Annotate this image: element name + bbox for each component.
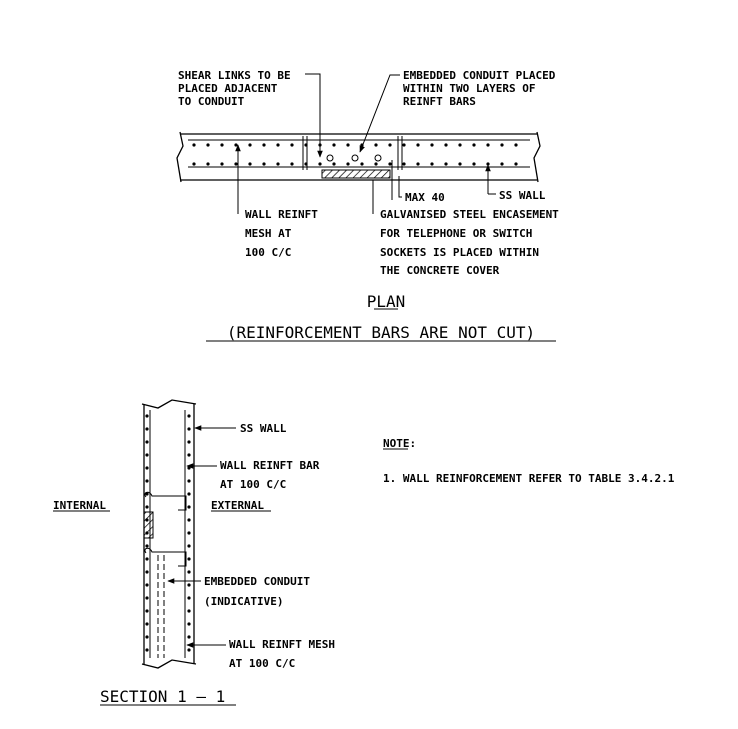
section-conduit-label-2: (INDICATIVE): [204, 595, 284, 608]
plan-rebar-dot: [332, 162, 335, 165]
section-rebar-dot: [145, 453, 148, 456]
plan-rebar-dot: [304, 143, 307, 146]
section-rebar-dot: [145, 479, 148, 482]
plan-rebar-dot: [262, 162, 265, 165]
section-rebar-dot: [145, 648, 148, 651]
section-rebar-dot: [187, 453, 190, 456]
plan-shear-links-label-1: SHEAR LINKS TO BE: [178, 69, 291, 82]
note-item-1: 1. WALL REINFORCEMENT REFER TO TABLE 3.4.2.1: [383, 472, 675, 485]
plan-rebar-dot: [346, 143, 349, 146]
section-rebar-dot: [145, 492, 148, 495]
plan-rebar-dot: [402, 143, 405, 146]
plan-rebar-dot: [192, 162, 195, 165]
plan-rebar-dot: [430, 162, 433, 165]
section-title: SECTION 1 — 1: [100, 687, 226, 706]
plan-rebar-dot: [374, 162, 377, 165]
plan-rebar-dot: [234, 162, 237, 165]
plan-shear-links-label-3: TO CONDUIT: [178, 95, 245, 108]
section-mesh-label-1: WALL REINFT MESH: [229, 638, 335, 651]
plan-rebar-dot: [276, 162, 279, 165]
section-rebar-dot: [187, 466, 190, 469]
section-reinft-bar-label-1: WALL REINFT BAR: [220, 459, 320, 472]
plan-rebar-dot: [234, 143, 237, 146]
plan-rebar-dot: [248, 143, 251, 146]
section-rebar-dot: [187, 505, 190, 508]
section-rebar-dot: [145, 414, 148, 417]
plan-rebar-dot: [346, 162, 349, 165]
plan-rebar-dot: [514, 143, 517, 146]
plan-rebar-dot: [220, 143, 223, 146]
section-rebar-dot: [145, 557, 148, 560]
plan-rebar-dot: [206, 162, 209, 165]
plan-rebar-dot: [388, 143, 391, 146]
section-rebar-dot: [187, 622, 190, 625]
section-rebar-dot: [145, 596, 148, 599]
plan-rebar-dot: [458, 162, 461, 165]
section-conduit-label-1: EMBEDDED CONDUIT: [204, 575, 310, 588]
section-internal-label: INTERNAL: [53, 499, 106, 512]
section-rebar-dot: [187, 596, 190, 599]
section-rebar-dot: [187, 583, 190, 586]
section-rebar-dot: [187, 570, 190, 573]
plan-wall-mesh-label-3: 100 C/C: [245, 246, 292, 259]
plan-rebar-dot: [192, 143, 195, 146]
plan-rebar-dot: [514, 162, 517, 165]
section-rebar-dot: [187, 492, 190, 495]
plan-rebar-dot: [332, 143, 335, 146]
plan-rebar-dot: [416, 162, 419, 165]
plan-rebar-dot: [206, 143, 209, 146]
section-rebar-dot: [187, 518, 190, 521]
plan-rebar-dot: [360, 162, 363, 165]
section-rebar-dot: [145, 518, 148, 521]
plan-rebar-dot: [402, 162, 405, 165]
plan-conduit-label-2: WITHIN TWO LAYERS OF: [403, 82, 536, 95]
plan-rebar-dot: [472, 162, 475, 165]
plan-rebar-dot: [276, 143, 279, 146]
section-rebar-dot: [145, 531, 148, 534]
section-rebar-dot: [187, 440, 190, 443]
section-rebar-dot: [187, 635, 190, 638]
section-external-label: EXTERNAL: [211, 499, 264, 512]
section-rebar-dot: [145, 622, 148, 625]
section-rebar-dot: [145, 544, 148, 547]
section-rebar-dot: [187, 414, 190, 417]
plan-rebar-dot: [290, 143, 293, 146]
plan-encasement-label-2: FOR TELEPHONE OR SWITCH: [380, 227, 533, 240]
plan-rebar-dot: [318, 162, 321, 165]
section-rebar-dot: [187, 427, 190, 430]
plan-wall-mesh-label-2: MESH AT: [245, 227, 292, 240]
section-rebar-dot: [145, 427, 148, 430]
plan-rebar-dot: [430, 143, 433, 146]
section-rebar-dot: [187, 479, 190, 482]
plan-rebar-dot: [262, 143, 265, 146]
section-rebar-dot: [187, 557, 190, 560]
plan-wall: [177, 132, 540, 182]
plan-rebar-dot: [500, 143, 503, 146]
plan-rebar-dot: [220, 162, 223, 165]
note-heading: NOTE:: [383, 437, 417, 450]
section-rebar-dot: [187, 648, 190, 651]
plan-rebar-dot: [472, 143, 475, 146]
plan-rebar-dot: [444, 162, 447, 165]
plan-rebar-dot: [444, 143, 447, 146]
plan-rebar-dot: [374, 143, 377, 146]
section-mesh-label-2: AT 100 C/C: [229, 657, 296, 670]
section-rebar-dot: [145, 583, 148, 586]
plan-rebar-dot: [248, 162, 251, 165]
plan-rebar-dot: [500, 162, 503, 165]
plan-ss-wall-label: SS WALL: [499, 189, 546, 202]
section-rebar-dot: [145, 635, 148, 638]
plan-encasement-label-4: THE CONCRETE COVER: [380, 264, 500, 277]
plan-rebar-dot: [304, 162, 307, 165]
plan-rebar-dot: [290, 162, 293, 165]
plan-subtitle: (REINFORCEMENT BARS ARE NOT CUT): [226, 323, 536, 342]
plan-encasement-label-1: GALVANISED STEEL ENCASEMENT: [380, 208, 559, 221]
section-rebar-dot: [145, 609, 148, 612]
section-rebar-dot: [145, 505, 148, 508]
plan-rebar-dot: [416, 143, 419, 146]
section-rebar-dot: [145, 440, 148, 443]
plan-rebar-dot: [388, 162, 391, 165]
plan-conduit-label-1: EMBEDDED CONDUIT PLACED: [403, 69, 556, 82]
plan-rebar-dot: [458, 143, 461, 146]
section-rebar-dot: [145, 466, 148, 469]
plan-rebar-dot: [486, 143, 489, 146]
plan-conduit-label-3: REINFT BARS: [403, 95, 476, 108]
plan-encasement-label-3: SOCKETS IS PLACED WITHIN: [380, 246, 539, 259]
section-rebar-dot: [187, 531, 190, 534]
section-rebar-dot: [187, 544, 190, 547]
section-ss-wall-label: SS WALL: [240, 422, 287, 435]
section-rebar-dot: [145, 570, 148, 573]
plan-shear-links-label-2: PLACED ADJACENT: [178, 82, 278, 95]
plan-title: PLAN: [366, 292, 406, 311]
section-reinft-bar-label-2: AT 100 C/C: [220, 478, 287, 491]
plan-wall-mesh-label-1: WALL REINFT: [245, 208, 318, 221]
section-rebar-dot: [187, 609, 190, 612]
plan-max-cover-label: MAX 40: [405, 191, 445, 204]
